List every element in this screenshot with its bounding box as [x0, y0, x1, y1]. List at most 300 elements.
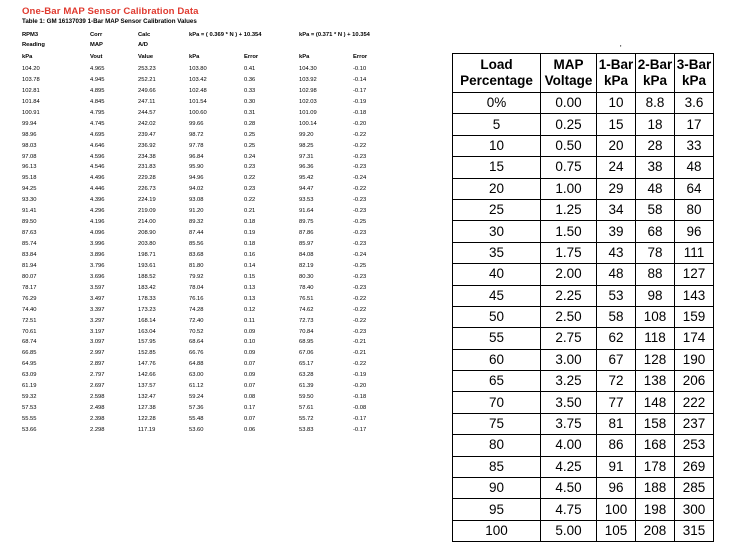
- table-cell: -0.24: [353, 175, 367, 182]
- table-cell: 87.63: [22, 230, 37, 237]
- table-cell: 3.597: [90, 284, 105, 291]
- table-body: [453, 93, 714, 542]
- table-row: [20, 66, 372, 77]
- table-cell: 102.98: [299, 87, 317, 94]
- table-row: [20, 197, 372, 208]
- table-cell: -0.23: [353, 208, 367, 215]
- table-cell: 64.88: [189, 361, 204, 368]
- header-cell: A/D: [138, 42, 148, 48]
- table-cell: 127.38: [138, 405, 156, 412]
- table-cell: 95.42: [299, 175, 314, 182]
- table-cell: 0.06: [244, 426, 256, 433]
- table-cell: 28: [636, 135, 675, 156]
- table-row: [20, 88, 372, 99]
- table-row: [453, 221, 714, 242]
- table-cell: 104.30: [299, 66, 317, 72]
- table-row: [453, 413, 714, 434]
- table-cell: 58: [597, 306, 636, 327]
- table-cell: 95.18: [22, 175, 37, 182]
- table-row: [453, 520, 714, 541]
- table-cell: 95: [453, 499, 541, 520]
- table-cell: 81.80: [189, 262, 204, 269]
- table-cell: 226.73: [138, 186, 156, 193]
- table-cell: -0.23: [353, 164, 367, 171]
- table-cell: 76.29: [22, 295, 37, 302]
- table-row: [20, 329, 372, 340]
- table-cell: 198: [636, 499, 675, 520]
- table-cell: 234.38: [138, 153, 156, 160]
- table-cell: -0.20: [353, 120, 367, 127]
- table-cell: 70.52: [189, 328, 204, 335]
- table-cell: 219.09: [138, 208, 156, 215]
- table-cell: 4.795: [90, 109, 105, 116]
- table-cell: 188.52: [138, 273, 156, 280]
- table-cell: 0.00: [541, 93, 597, 114]
- table-cell: 118: [636, 328, 675, 349]
- table-cell: 87.44: [189, 230, 204, 237]
- table-row: [20, 77, 372, 88]
- table-cell: 236.92: [138, 142, 156, 149]
- table-cell: 2.50: [541, 306, 597, 327]
- calibration-rows: [20, 66, 372, 438]
- table-cell: 0.30: [244, 98, 256, 105]
- table-cell: 2.797: [90, 372, 105, 379]
- table-cell: 0.25: [244, 131, 256, 138]
- table-cell: 147.76: [138, 361, 156, 368]
- table-cell: 96.36: [299, 164, 314, 171]
- table-row: [453, 114, 714, 135]
- table-cell: 5.00: [541, 520, 597, 541]
- table-cell: 152.85: [138, 350, 156, 357]
- table-caption: Table 1: GM 16137039 1-Bar MAP Sensor Calibration Values: [22, 18, 197, 25]
- table-cell: 0.22: [244, 175, 256, 182]
- table-cell: 3.097: [90, 339, 105, 346]
- table-cell: 86: [597, 435, 636, 456]
- table-row: [453, 93, 714, 114]
- table-cell: 4.496: [90, 175, 105, 182]
- table-cell: 91.20: [189, 208, 204, 215]
- table-cell: 97.31: [299, 153, 314, 160]
- table-cell: 0.16: [244, 251, 256, 258]
- table-cell: -0.08: [353, 405, 367, 412]
- table-cell: 1.00: [541, 178, 597, 199]
- table-cell: 168: [636, 435, 675, 456]
- table-cell: 95.90: [189, 164, 204, 171]
- table-cell: -0.23: [353, 230, 367, 237]
- table-cell: 2.298: [90, 426, 105, 433]
- table-row: [20, 121, 372, 132]
- table-cell: 208: [636, 520, 675, 541]
- table-cell: 3.696: [90, 273, 105, 280]
- table-cell: -0.14: [353, 76, 367, 83]
- table-cell: 4.646: [90, 142, 105, 149]
- table-cell: 66.76: [189, 350, 204, 357]
- table-cell: 247.11: [138, 98, 156, 105]
- header-map-voltage: MAP Voltage: [541, 54, 597, 93]
- table-cell: 55.72: [299, 416, 314, 422]
- table-cell: 252.21: [138, 76, 156, 83]
- table-cell: 60: [453, 349, 541, 370]
- table-cell: 68.95: [299, 339, 314, 346]
- table-cell: 4.546: [90, 164, 105, 171]
- table-cell: 62: [597, 328, 636, 349]
- table-cell: 3.497: [90, 295, 105, 302]
- table-cell: 94.25: [22, 186, 37, 193]
- table-cell: 253.23: [138, 66, 156, 72]
- table-cell: 0.75: [541, 157, 597, 178]
- table-cell: -0.17: [353, 426, 367, 433]
- table-cell: -0.21: [353, 350, 367, 357]
- table-cell: -0.19: [353, 372, 367, 379]
- table-cell: 53.83: [299, 426, 314, 433]
- table-cell: 57.36: [189, 405, 204, 412]
- table-cell: 84.08: [299, 251, 314, 258]
- header-cell: Value: [138, 54, 154, 60]
- header-cell: Vout: [90, 54, 103, 60]
- table-cell: 5: [453, 114, 541, 135]
- table-cell: 0.21: [244, 208, 256, 215]
- table-cell: 0.33: [244, 87, 256, 94]
- kpa-table: [452, 53, 714, 542]
- table-cell: 2.498: [90, 405, 105, 412]
- table-cell: 61.19: [22, 383, 37, 390]
- table-row: [20, 241, 372, 252]
- table-cell: 78.40: [299, 284, 314, 291]
- table-cell: 93.53: [299, 197, 314, 204]
- table-cell: 4.396: [90, 197, 105, 204]
- table-cell: 94.47: [299, 186, 314, 193]
- table-cell: 80.30: [299, 273, 314, 280]
- table-cell: 206: [675, 371, 714, 392]
- table-cell: 143: [675, 285, 714, 306]
- table-cell: 4.25: [541, 456, 597, 477]
- table-cell: 76.16: [189, 295, 204, 302]
- table-row: [453, 306, 714, 327]
- table-cell: 253: [675, 435, 714, 456]
- table-cell: 244.57: [138, 109, 156, 116]
- table-cell: 0.14: [244, 262, 256, 269]
- table-cell: 157.95: [138, 339, 156, 346]
- table-cell: 55: [453, 328, 541, 349]
- table-cell: 59.24: [189, 394, 204, 401]
- table-cell: 78.04: [189, 284, 204, 291]
- table-cell: 2.697: [90, 383, 105, 390]
- table-cell: 59.32: [22, 394, 37, 401]
- table-cell: -0.23: [353, 241, 367, 247]
- table-cell: 3.00: [541, 349, 597, 370]
- table-cell: 94.96: [189, 175, 204, 182]
- table-cell: 4.596: [90, 153, 105, 160]
- table-row: [20, 263, 372, 274]
- table-cell: 99.20: [299, 131, 314, 138]
- table-cell: 2.00: [541, 264, 597, 285]
- table-cell: 163.04: [138, 328, 156, 335]
- table-cell: 4.00: [541, 435, 597, 456]
- table-cell: 101.84: [22, 98, 40, 105]
- table-cell: 30: [453, 221, 541, 242]
- table-cell: 98.96: [22, 131, 37, 138]
- table-cell: 72.51: [22, 317, 37, 324]
- table-cell: 85.97: [299, 241, 314, 247]
- table-cell: 74.62: [299, 306, 314, 313]
- table-cell: -0.23: [353, 197, 367, 204]
- table-cell: 96: [597, 478, 636, 499]
- table-cell: 70.61: [22, 328, 37, 335]
- table-cell: 138: [636, 371, 675, 392]
- table-cell: 198.71: [138, 251, 156, 258]
- header-3bar-kpa: 3-Bar kPa: [675, 54, 714, 93]
- table-cell: 78.17: [22, 284, 37, 291]
- table-row: [453, 135, 714, 156]
- table-cell: 15: [597, 114, 636, 135]
- table-cell: 57.53: [22, 405, 37, 412]
- table-cell: 3.50: [541, 392, 597, 413]
- table-cell: 103.92: [299, 76, 317, 83]
- table-cell: 128: [636, 349, 675, 370]
- table-cell: 3.25: [541, 371, 597, 392]
- table-row: [20, 252, 372, 263]
- table-cell: 269: [675, 456, 714, 477]
- table-row: [20, 219, 372, 230]
- table-cell: 80.07: [22, 273, 37, 280]
- table-cell: 8.8: [636, 93, 675, 114]
- table-cell: 33: [675, 135, 714, 156]
- table-cell: 4.895: [90, 87, 105, 94]
- table-cell: 102.48: [189, 87, 207, 94]
- table-cell: 3.896: [90, 251, 105, 258]
- table-cell: 0.17: [244, 405, 256, 412]
- header-cell: kPa: [189, 54, 200, 60]
- table-cell: 17: [675, 114, 714, 135]
- table-cell: 0.12: [244, 306, 256, 313]
- table-cell: 82.19: [299, 262, 314, 269]
- table-cell: 67: [597, 349, 636, 370]
- table-cell: 79.92: [189, 273, 204, 280]
- table-cell: 65: [453, 371, 541, 392]
- table-cell: -0.22: [353, 131, 367, 138]
- table-cell: 104.20: [22, 66, 40, 72]
- table-cell: 10: [453, 135, 541, 156]
- table-cell: 83.68: [189, 251, 204, 258]
- table-cell: 91.41: [22, 208, 37, 215]
- calibration-data-sheet: [20, 0, 372, 527]
- table-row: [453, 264, 714, 285]
- table-cell: 85.74: [22, 241, 37, 247]
- table-cell: 96.13: [22, 164, 37, 171]
- table-cell: 3.796: [90, 262, 105, 269]
- table-row: [453, 371, 714, 392]
- table-header-row: [453, 54, 714, 93]
- table-cell: 178: [636, 456, 675, 477]
- table-cell: 78: [636, 242, 675, 263]
- table-row: [20, 372, 372, 383]
- table-row: [453, 392, 714, 413]
- table-cell: 0.23: [244, 164, 256, 171]
- table-cell: 75: [453, 413, 541, 434]
- table-cell: -0.22: [353, 295, 367, 302]
- table-cell: 0.36: [244, 76, 256, 83]
- table-row: [20, 132, 372, 143]
- table-row: [453, 157, 714, 178]
- table-cell: 57.61: [299, 405, 314, 412]
- table-cell: 0.25: [244, 142, 256, 149]
- table-row: [453, 199, 714, 220]
- table-cell: 81.94: [22, 262, 37, 269]
- table-cell: 89.32: [189, 219, 204, 226]
- table-cell: -0.23: [353, 328, 367, 335]
- table-cell: 4.845: [90, 98, 105, 105]
- table-cell: 70: [453, 392, 541, 413]
- table-row: [20, 230, 372, 241]
- table-cell: -0.22: [353, 317, 367, 324]
- table-row: [20, 361, 372, 372]
- table-cell: -0.25: [353, 262, 367, 269]
- table-cell: 100.91: [22, 109, 40, 116]
- table-cell: 0.07: [244, 383, 256, 390]
- table-cell: 72: [597, 371, 636, 392]
- table-cell: 53.60: [189, 426, 204, 433]
- table-row: [453, 242, 714, 263]
- table-cell: 74.40: [22, 306, 37, 313]
- table-cell: 242.02: [138, 120, 156, 127]
- sheet-title: One-Bar MAP Sensor Calibration Data: [22, 6, 199, 17]
- table-cell: 91.64: [299, 208, 314, 215]
- table-cell: 208.90: [138, 230, 156, 237]
- table-cell: 0.10: [244, 339, 256, 346]
- table-cell: 0.09: [244, 350, 256, 357]
- table-cell: 100: [453, 520, 541, 541]
- table-cell: 203.80: [138, 241, 156, 247]
- table-cell: 0.08: [244, 394, 256, 401]
- table-cell: 3.397: [90, 306, 105, 313]
- table-row: [20, 427, 372, 438]
- table-row: [453, 456, 714, 477]
- table-row: [20, 307, 372, 318]
- table-row: [453, 499, 714, 520]
- table-cell: 173.23: [138, 306, 156, 313]
- table-cell: 103.78: [22, 76, 40, 83]
- table-cell: 94.02: [189, 186, 204, 193]
- table-cell: 72.73: [299, 317, 314, 324]
- table-cell: 0.22: [244, 197, 256, 204]
- table-cell: 50: [453, 306, 541, 327]
- table-cell: -0.17: [353, 416, 367, 422]
- table-cell: 2.897: [90, 361, 105, 368]
- table-cell: 3.6: [675, 93, 714, 114]
- table-row: [20, 99, 372, 110]
- table-cell: -0.22: [353, 142, 367, 149]
- table-cell: 68.74: [22, 339, 37, 346]
- table-cell: 4.296: [90, 208, 105, 215]
- header-cell: Calc: [138, 32, 151, 38]
- table-cell: 63.00: [189, 372, 204, 379]
- table-cell: 65.17: [299, 361, 314, 368]
- table-cell: 58: [636, 199, 675, 220]
- header-cell: Corr: [90, 32, 103, 38]
- table-cell: 48: [636, 178, 675, 199]
- table-cell: 2.25: [541, 285, 597, 306]
- table-cell: 91: [597, 456, 636, 477]
- table-cell: 80: [453, 435, 541, 456]
- table-cell: 0.31: [244, 109, 256, 116]
- table-cell: 0.25: [541, 114, 597, 135]
- table-cell: 4.196: [90, 219, 105, 226]
- table-row: [20, 143, 372, 154]
- table-cell: 188: [636, 478, 675, 499]
- table-row: [453, 478, 714, 499]
- table-cell: 127: [675, 264, 714, 285]
- table-cell: -0.18: [353, 394, 367, 401]
- table-cell: 67.06: [299, 350, 314, 357]
- table-cell: 0%: [453, 93, 541, 114]
- table-cell: 4.965: [90, 66, 105, 72]
- table-cell: 55.55: [22, 416, 37, 422]
- table-cell: 132.47: [138, 394, 156, 401]
- table-cell: 148: [636, 392, 675, 413]
- table-cell: 70.84: [299, 328, 314, 335]
- header-cell: Reading: [22, 42, 45, 48]
- table-row: [453, 435, 714, 456]
- header-cell: Error: [244, 54, 259, 60]
- table-row: [453, 349, 714, 370]
- table-cell: 97.08: [22, 153, 37, 160]
- table-row: [20, 416, 372, 427]
- table-cell: 3.297: [90, 317, 105, 324]
- table-cell: 87.86: [299, 230, 314, 237]
- table-cell: 2.75: [541, 328, 597, 349]
- table-cell: 68: [636, 221, 675, 242]
- table-cell: 98: [636, 285, 675, 306]
- table-cell: 0.15: [244, 273, 256, 280]
- table-cell: 89.50: [22, 219, 37, 226]
- table-cell: 24: [597, 157, 636, 178]
- table-cell: 0.09: [244, 372, 256, 379]
- table-cell: 61.12: [189, 383, 204, 390]
- table-cell: 214.00: [138, 219, 156, 226]
- table-cell: 4.945: [90, 76, 105, 83]
- table-cell: 0.07: [244, 416, 256, 422]
- table-cell: 190: [675, 349, 714, 370]
- table-cell: 89.75: [299, 219, 314, 226]
- table-cell: 35: [453, 242, 541, 263]
- table-cell: 108: [636, 306, 675, 327]
- table-row: [20, 405, 372, 416]
- table-row: [453, 285, 714, 306]
- table-cell: 0.18: [244, 219, 256, 226]
- table-cell: 178.33: [138, 295, 156, 302]
- table-cell: 63.09: [22, 372, 37, 379]
- table-cell: 0.23: [244, 186, 256, 193]
- table-row: [453, 328, 714, 349]
- table-cell: 68.64: [189, 339, 204, 346]
- table-cell: -0.19: [353, 98, 367, 105]
- table-cell: 4.695: [90, 131, 105, 138]
- header-cell: kPa: [22, 54, 33, 60]
- table-cell: 100.14: [299, 120, 317, 127]
- table-row: [20, 208, 372, 219]
- table-cell: 97.78: [189, 142, 204, 149]
- table-cell: 4.446: [90, 186, 105, 193]
- table-cell: 99.66: [189, 120, 204, 127]
- table-cell: 111: [675, 242, 714, 263]
- table-cell: 0.28: [244, 120, 256, 127]
- table-cell: 142.66: [138, 372, 156, 379]
- stray-mark: ': [620, 44, 622, 53]
- table-cell: -0.17: [353, 87, 367, 94]
- table-cell: 18: [636, 114, 675, 135]
- table-cell: 61.39: [299, 383, 314, 390]
- table-cell: 0.09: [244, 328, 256, 335]
